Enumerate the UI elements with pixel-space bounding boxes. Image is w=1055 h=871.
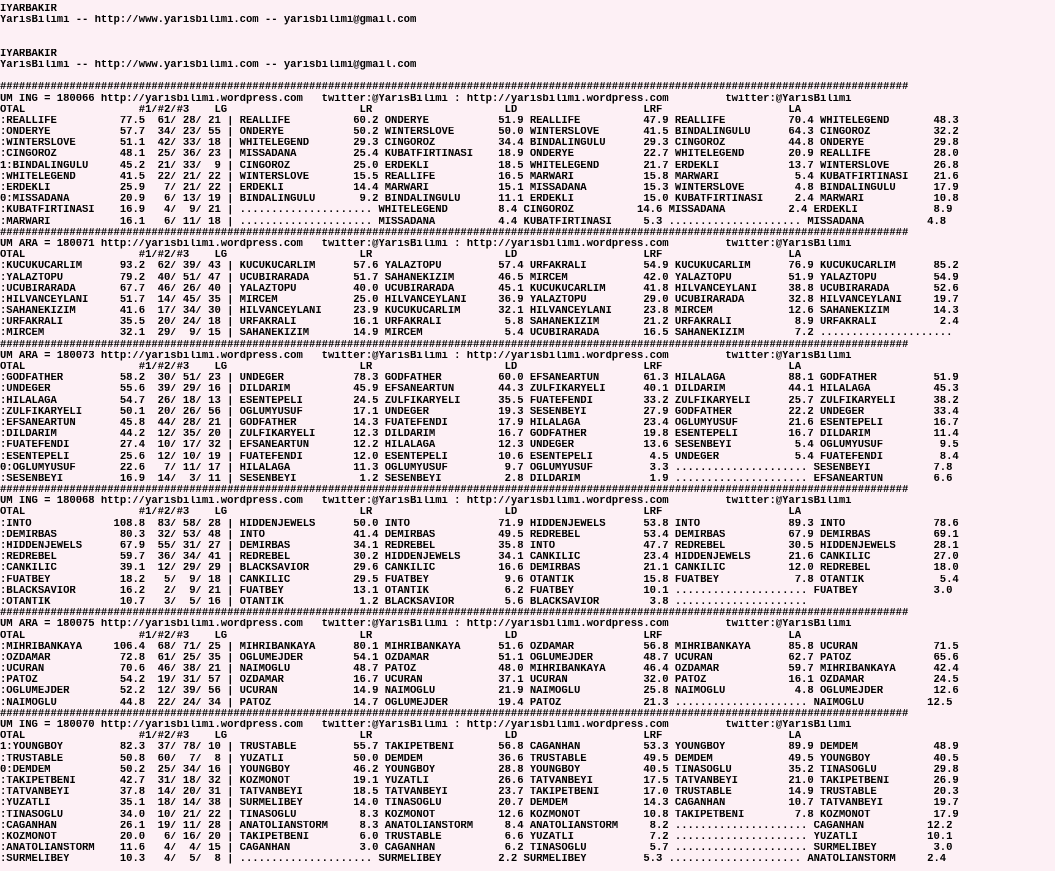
text-line: :YALAZTOPU 79.2 40/ 51/ 47 | UCUBIRARADA 51.7 SAHANEKIZIM 46.5 MIRCEM 42.0 YALAZTOPU 51.9 YALAZTOPU 54.9 (0, 272, 959, 284)
text-line: :HIDDENJEWELS 67.9 55/ 31/ 27 | DEMIRBAS 34.1 REDREBEL 35.8 INTO 47.7 REDREBEL 30.5 HIDDENJEWELS 28.1 (0, 541, 959, 552)
text-line: UM ING = 180066 http://yarisbilimi.wordpress.com twitter:@YarisBilimi : http://yarisbilimi.wordpress.com twitter:@YarisBilimi (0, 93, 852, 105)
text-line: :MARWARI 16.1 6/ 11/ 18 | ..................... MISSADANA 4.4 KUBATFIRTINASI 5.3 ..................... MISSADANA 4.8 (0, 216, 947, 228)
text-line: :ONDERYE 57.7 34/ 23/ 55 | ONDERYE 50.2 WINTERSLOVE 50.0 WINTERSLOVE 41.5 BINDALINGULU 64.3 CINGOROZ 32.2 (0, 127, 959, 139)
text-line: :OGLUMEJDER 52.2 12/ 39/ 56 | UCURAN 14.9 NAIMOGLU 21.9 NAIMOGLU 25.8 NAIMOGLU 4.8 OGLUMEJDER 12.6 (0, 686, 959, 698)
text-line: :HILVANCEYLANI 51.7 14/ 45/ 35 | MIRCEM 25.0 HILVANCEYLANI 36.9 YALAZTOPU 29.0 UCUBIRARADA 32.8 HILVANCEYLANI 19.7 (0, 294, 959, 306)
text-line: UM ARA = 180071 http://yarisbilimi.wordpress.com twitter:@YarisBilimi : http://yarisbilimi.wordpress.com twitter:@YarisBilimi (0, 238, 852, 250)
text-line: IYARBAKIR (0, 4, 57, 15)
text-line: :MIHRIBANKAYA 106.4 68/ 71/ 25 | MIHRIBANKAYA 80.1 MIHRIBANKAYA 51.6 OZDAMAR 56.8 MIHRIBANKAYA 85.8 UCURAN 71.5 (0, 641, 959, 653)
text-line: OTAL #1/#2/#3 LG LR LD LRF LA (0, 507, 802, 519)
text-line: OTAL #1/#2/#3 LG LR LD LRF LA (0, 731, 802, 743)
text-line: :CAGANHAN 26.1 19/ 11/ 28 | ANATOLIANSTORM 8.3 ANATOLIANSTORM 8.4 ANATOLIANSTORM 8.2 ..................... CAGANHAN 12.2 (0, 820, 953, 832)
text-line: :SURMELIBEY 10.3 4/ 5/ 8 | ..................... SURMELIBEY 2.2 SURMELIBEY 5.3 ..................... ANATOLIANSTORM 2.4 (0, 854, 947, 866)
text-line: ################################################################################################################################################ (0, 227, 909, 239)
text-line: UM ARA = 180075 http://yarisbilimi.wordpress.com twitter:@YarisBilimi : http://yarisbilimi.wordpress.com twitter:@YarisBilimi (0, 619, 852, 631)
text-line: :UCUBIRARADA 67.7 46/ 26/ 40 | YALAZTOPU 40.0 UCUBIRARADA 45.1 KUCUKUCARLIM 41.8 HILVANCEYLANI 38.8 UCUBIRARADA 52.6 (0, 283, 959, 295)
text-line: :CANKILIC 39.1 12/ 29/ 29 | BLACKSAVIOR 29.6 CANKILIC 16.6 DEMIRBAS 21.1 CANKILIC 12.0 REDREBEL 18.0 (0, 563, 959, 575)
text-line: :REALLIFE 77.5 61/ 28/ 21 | REALLIFE 60.2 ONDERYE 51.9 REALLIFE 47.9 REALLIFE 70.4 WHITELEGEND 48.3 (0, 115, 959, 127)
text-line: :SESENBEYI 16.9 14/ 3/ 11 | SESENBEYI 1.2 SESENBEYI 2.8 DILDARIM 1.9 ..................... EFSANEARTUN 6.6 (0, 473, 953, 485)
text-line: :ESENTEPELI 25.6 12/ 10/ 19 | FUATEFENDI 12.0 ESENTEPELI 10.6 ESENTEPELI 4.5 UNDEGER 5.4 FUATEFENDI 8.4 (0, 451, 959, 463)
text-line: :ZULFIKARYELI 50.1 20/ 26/ 56 | OGLUMYUSUF 17.1 UNDEGER 19.3 SESENBEYI 27.9 GODFATHER 22.2 UNDEGER 33.4 (0, 406, 959, 418)
text-line (0, 38, 1055, 49)
text-line: :ERDEKLI 25.9 7/ 21/ 22 | ERDEKLI 14.4 MARWARI 15.1 MISSADANA 15.3 WINTERSLOVE 4.8 BINDALINGULU 17.9 (0, 183, 959, 194)
text-line: OTAL #1/#2/#3 LG LR LD LRF LA (0, 104, 802, 116)
text-line: ################################################################################################################################################ (0, 82, 909, 94)
text-line (0, 71, 1055, 82)
text-line: UM ING = 180068 http://yarisbilimi.wordpress.com twitter:@YarisBilimi : http://yarisbilimi.wordpress.com twitter:@YarisBilimi (0, 496, 852, 508)
text-line: :FUATBEY 18.2 5/ 9/ 18 | CANKILIC 29.5 FUATBEY 9.6 OTANTIK 15.8 FUATBEY 7.8 OTANTIK 5.4 (0, 574, 959, 586)
text-line: :TATVANBEYI 37.8 14/ 20/ 31 | TATVANBEYI 18.5 TATVANBEYI 23.7 TAKIPETBENI 17.0 TRUSTABLE 14.9 TRUSTABLE 20.3 (0, 787, 959, 799)
text-line: 0:OGLUMYUSUF 22.6 7/ 11/ 17 | HILALAGA 11.3 OGLUMYUSUF 9.7 OGLUMYUSUF 3.3 ..................... SESENBEYI 7.8 (0, 462, 953, 474)
text-line (0, 26, 1055, 37)
text-line: :UCURAN 70.6 46/ 38/ 21 | NAIMOGLU 48.7 PATOZ 48.0 MIHRIBANKAYA 46.4 OZDAMAR 59.7 MIHRIBANKAYA 42.4 (0, 664, 959, 676)
text-line: :EFSANEARTUN 45.8 44/ 28/ 21 | GODFATHER 14.3 FUATEFENDI 17.9 HILALAGA 23.4 OGLUMYUSUF 21.6 ESENTEPELI 16.7 (0, 417, 959, 429)
text-line: :UNDEGER 55.6 39/ 29/ 16 | DILDARIM 45.9 EFSANEARTUN 44.3 ZULFIKARYELI 40.1 DILDARIM 44.1 HILALAGA 45.3 (0, 384, 959, 396)
text-line: :FUATEFENDI 27.4 10/ 17/ 32 | EFSANEARTUN 12.2 HILALAGA 12.3 UNDEGER 13.6 SESENBEYI 5.4 OGLUMYUSUF 9.5 (0, 440, 959, 452)
text-line: :DILDARIM 44.2 12/ 35/ 20 | ZULFIKARYELI 12.3 DILDARIM 16.7 GODFATHER 19.8 ESENTEPELI 16.7 DILDARIM 11.4 (0, 429, 959, 441)
text-line: :INTO 108.8 83/ 58/ 28 | HIDDENJEWELS 50.0 INTO 71.9 HIDDENJEWELS 53.8 INTO 89.3 INTO 78.6 (0, 518, 959, 530)
text-line: :DEMIRBAS 80.3 32/ 53/ 48 | INTO 41.4 DEMIRBAS 49.5 REDREBEL 53.4 DEMIRBAS 67.9 DEMIRBAS 69.1 (0, 529, 959, 541)
text-line: YarisBilimi -- http://www.yarisbilimi.com -- yarisbilimi@gmail.com (0, 59, 417, 71)
text-line: :TINASOGLU 34.0 10/ 21/ 22 | TINASOGLU 8.3 KOZMONOT 12.6 KOZMONOT 10.8 TAKIPETBENI 7.8 KOZMONOT 17.9 (0, 809, 959, 821)
text-line: :BLACKSAVIOR 16.2 2/ 9/ 21 | FUATBEY 13.1 OTANTIK 6.2 FUATBEY 10.1 ..................... FUATBEY 3.0 (0, 585, 953, 597)
text-line: OTAL #1/#2/#3 LG LR LD LRF LA (0, 362, 802, 373)
text-line: :OTANTIK 10.7 3/ 5/ 16 | OTANTIK 1.2 BLACKSAVIOR 5.6 BLACKSAVIOR 3.8 ..................... (0, 596, 808, 608)
text-line: :REDREBEL 59.7 36/ 34/ 41 | REDREBEL 30.2 HIDDENJEWELS 34.1 CANKILIC 23.4 HIDDENJEWELS 21.6 CANKILIC 27.0 (0, 552, 959, 564)
text-line: UM ING = 180070 http://yarisbilimi.wordpress.com twitter:@YarisBilimi : http://yarisbilimi.wordpress.com twitter:@YarisBilimi (0, 720, 852, 731)
text-line: YarisBilimi -- http://www.yarisbilimi.com -- yarisbilimi@gmail.com (0, 15, 417, 27)
text-line: 0:MISSADANA 20.9 6/ 13/ 19 | BINDALINGULU 9.2 BINDALINGULU 11.1 ERDEKLI 15.0 KUBATFIRTINASI 2.4 MARWARI 10.8 (0, 194, 959, 206)
text-line: IYARBAKIR (0, 48, 57, 60)
text-line: :CINGOROZ 48.1 25/ 36/ 23 | MISSADANA 25.4 KUBATFIRTINASI 18.9 ONDERYE 22.7 WHITELEGEND 20.9 REALLIFE 28.0 (0, 149, 959, 161)
text-line: :URFAKRALI 35.5 20/ 24/ 18 | URFAKRALI 16.1 URFAKRALI 5.8 SAHANEKIZIM 21.2 URFAKRALI 8.9 URFAKRALI 2.4 (0, 317, 959, 329)
text-line: :KUBATFIRTINASI 16.9 4/ 9/ 21 | ..................... WHITELEGEND 8.4 CINGOROZ 14.6 MISSADANA 2.4 ERDEKLI 8.9 (0, 205, 953, 217)
text-line: :PATOZ 54.2 19/ 31/ 57 | OZDAMAR 16.7 UCURAN 37.1 UCURAN 32.0 PATOZ 16.1 OZDAMAR 24.5 (0, 675, 959, 687)
text-line: ################################################################################################################################################ (0, 708, 909, 720)
text-line: :OZDAMAR 72.8 61/ 25/ 35 | OGLUMEJDER 54.1 OZDAMAR 51.1 OGLUMEJDER 48.7 UCURAN 62.7 PATOZ 65.6 (0, 652, 959, 664)
text-line: UM ARA = 180073 http://yarisbilimi.wordpress.com twitter:@YarisBilimi : http://yarisbilimi.wordpress.com twitter:@YarisBilimi (0, 350, 852, 362)
text-line: :MIRCEM 32.1 29/ 9/ 15 | SAHANEKIZIM 14.9 MIRCEM 5.4 UCUBIRARADA 16.5 SAHANEKIZIM 7.2 ..................... (0, 328, 953, 340)
text-line: :WHITELEGEND 41.5 22/ 21/ 22 | WINTERSLOVE 15.5 REALLIFE 16.5 MARWARI 15.8 MARWARI 5.4 KUBATFIRTINASI 21.6 (0, 171, 959, 183)
text-line: ################################################################################################################################################ (0, 339, 909, 351)
text-line: ################################################################################################################################################ (0, 485, 909, 497)
text-line: OTAL #1/#2/#3 LG LR LD LRF LA (0, 630, 802, 642)
text-line: :TRUSTABLE 50.8 60/ 7/ 8 | YUZATLI 50.0 DEMDEM 36.6 TRUSTABLE 49.5 DEMDEM 49.5 YOUNGBOY 40.5 (0, 753, 959, 765)
text-line: :GODFATHER 58.2 30/ 51/ 23 | UNDEGER 78.3 GODFATHER 60.0 EFSANEARTUN 61.3 HILALAGA 88.1 GODFATHER 51.9 (0, 373, 959, 385)
text-line: :ANATOLIANSTORM 11.6 4/ 4/ 15 | CAGANHAN 3.0 CAGANHAN 6.2 TINASOGLU 5.7 ..................... SURMELIBEY 3.0 (0, 843, 953, 855)
text-line: OTAL #1/#2/#3 LG LR LD LRF LA (0, 250, 802, 262)
text-line: 1:BINDALINGULU 45.2 21/ 33/ 9 | CINGOROZ 25.0 ERDEKLI 18.5 WHITELEGEND 21.7 ERDEKLI 13.7 WINTERSLOVE 26.8 (0, 160, 959, 172)
text-line: ################################################################################################################################################ (0, 608, 909, 620)
text-line: :SAHANEKIZIM 41.6 17/ 34/ 30 | HILVANCEYLANI 23.9 KUCUKUCARLIM 32.1 HILVANCEYLANI 23.8 MIRCEM 12.6 SAHANEKIZIM 14.3 (0, 306, 959, 318)
text-line: 1:YOUNGBOY 82.3 37/ 78/ 10 | TRUSTABLE 55.7 TAKIPETBENI 56.8 CAGANHAN 53.3 YOUNGBOY 89.9 DEMDEM 48.9 (0, 742, 959, 754)
text-line: :YUZATLI 35.1 18/ 14/ 38 | SURMELIBEY 14.0 TINASOGLU 20.7 DEMDEM 14.3 CAGANHAN 10.7 TATVANBEYI 19.7 (0, 798, 959, 810)
text-line: :KUCUKUCARLIM 93.2 62/ 39/ 43 | KUCUKUCARLIM 57.6 YALAZTOPU 57.4 URFAKRALI 54.9 KUCUKUCARLIM 76.9 KUCUKUCARLIM 85.2 (0, 261, 959, 273)
text-line: :WINTERSLOVE 51.1 42/ 33/ 18 | WHITELEGEND 29.3 CINGOROZ 34.4 BINDALINGULU 29.3 CINGOROZ 44.8 ONDERYE 29.8 (0, 138, 959, 150)
text-line: :NAIMOGLU 44.8 22/ 24/ 34 | PATOZ 14.7 OGLUMEJDER 19.4 PATOZ 21.3 ..................... NAIMOGLU 12.5 (0, 697, 953, 709)
text-line: :TAKIPETBENI 42.7 31/ 18/ 32 | KOZMONOT 19.1 YUZATLI 26.6 TATVANBEYI 17.5 TATVANBEYI 21.0 TAKIPETBENI 26.9 (0, 775, 959, 787)
text-line: :HILALAGA 54.7 26/ 18/ 13 | ESENTEPELI 24.5 ZULFIKARYELI 35.5 FUATEFENDI 33.2 ZULFIKARYELI 25.7 ZULFIKARYELI 38.2 (0, 395, 959, 407)
text-line: :KOZMONOT 20.0 6/ 16/ 20 | TAKIPETBENI 6.0 TRUSTABLE 6.6 YUZATLI 7.2 ..................... YUZATLI 10.1 (0, 831, 953, 843)
text-line: 0:DEMDEM 50.2 25/ 34/ 16 | YOUNGBOY 46.2 YOUNGBOY 28.8 YOUNGBOY 40.5 TINASOGLU 35.2 TINASOGLU 29.8 (0, 764, 959, 776)
